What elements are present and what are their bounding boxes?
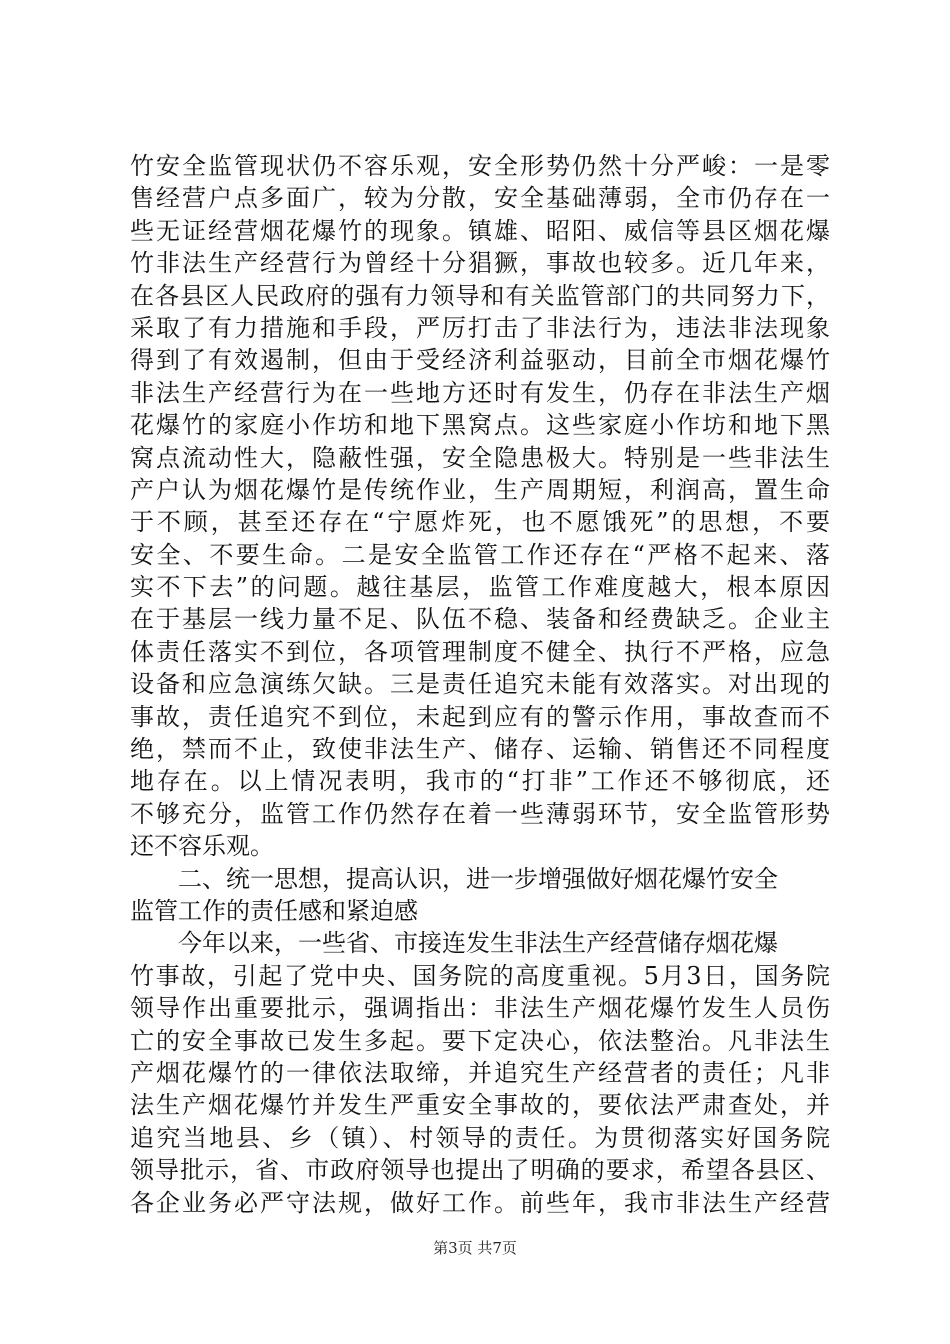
text-line: 在于基层一线力量不足、队伍不稳、装备和经费缺乏。企业主 (130, 605, 830, 634)
text-line: 实不下去”的问题。越往基层，监管工作难度越大，根本原因 (130, 573, 830, 602)
text-line: 不够充分，监管工作仍然存在着一些薄弱环节，安全监管形势 (130, 799, 830, 828)
text-line: 各企业务必严守法规，做好工作。前些年，我市非法生产经营 (130, 1188, 830, 1217)
text-line: 非法生产经营行为在一些地方还时有发生，仍存在非法生产烟 (130, 378, 830, 407)
text-line: 窝点流动性大，隐蔽性强，安全隐患极大。特别是一些非法生 (130, 443, 830, 472)
text-line: 得到了有效遏制，但由于受经济利益驱动，目前全市烟花爆竹 (130, 346, 830, 375)
text-line: 产户认为烟花爆竹是传统作业，生产周期短，利润高，置生命 (130, 475, 830, 504)
text-line: 在各县区人民政府的强有力领导和有关监管部门的共同努力下， (130, 281, 830, 310)
text-line: 于不顾，甚至还存在“宁愿炸死，也不愿饿死”的思想，不要 (130, 508, 830, 537)
text-line: 竹非法生产经营行为曾经十分猖獗，事故也较多。近几年来， (130, 249, 830, 278)
text-line: 今年以来，一些省、市接连发生非法生产经营储存烟花爆 (178, 929, 778, 958)
text-line: 体责任落实不到位，各项管理制度不健全、执行不严格，应急 (130, 637, 830, 666)
section-heading-line: 二、统一思想，提高认识，进一步增强做好烟花爆竹安全 (178, 864, 778, 893)
text-line: 设备和应急演练欠缺。三是责任追究未能有效落实。对出现的 (130, 670, 830, 699)
text-line: 领导批示，省、市政府领导也提出了明确的要求，希望各县区、 (130, 1156, 830, 1185)
body-text (130, 150, 830, 1219)
text-line: 竹安全监管现状仍不容乐观，安全形势仍然十分严峻：一是零 (130, 152, 830, 180)
text-line: 售经营户点多面广，较为分散，安全基础薄弱，全市仍存在一 (130, 184, 830, 213)
text-line: 竹事故，引起了党中央、国务院的高度重视。5月3日，国务院 (130, 961, 830, 990)
page-number-footer: 第3页 共7页 (433, 1239, 517, 1257)
text-line: 绝，禁而不止，致使非法生产、储存、运输、销售还不同程度 (130, 735, 830, 764)
text-line: 法生产烟花爆竹并发生严重安全事故的，要依法严肃查处，并 (130, 1091, 830, 1120)
section-heading-line: 监管工作的责任感和紧迫感 (130, 896, 418, 925)
text-line: 些无证经营烟花爆竹的现象。镇雄、昭阳、威信等县区烟花爆 (130, 216, 830, 245)
text-line: 花爆竹的家庭小作坊和地下黑窝点。这些家庭小作坊和地下黑 (130, 411, 830, 440)
text-line: 事故，责任追究不到位，未起到应有的警示作用，事故查而不 (130, 702, 830, 731)
text-line: 采取了有力措施和手段，严厉打击了非法行为，违法非法现象 (130, 313, 830, 342)
text-line: 产烟花爆竹的一律依法取缔，并追究生产经营者的责任；凡非 (130, 1058, 830, 1087)
text-line: 还不容乐观。 (130, 832, 274, 861)
text-line: 安全、不要生命。二是安全监管工作还存在“严格不起来、落 (130, 540, 830, 569)
text-line: 追究当地县、乡（镇）、村领导的责任。为贯彻落实好国务院 (130, 1123, 830, 1152)
text-line: 地存在。以上情况表明，我市的“打非”工作还不够彻底，还 (130, 767, 830, 796)
text-line: 亡的安全事故已发生多起。要下定决心，依法整治。凡非法生 (130, 1026, 830, 1055)
text-line: 领导作出重要批示，强调指出：非法生产烟花爆竹发生人员伤 (130, 994, 830, 1023)
